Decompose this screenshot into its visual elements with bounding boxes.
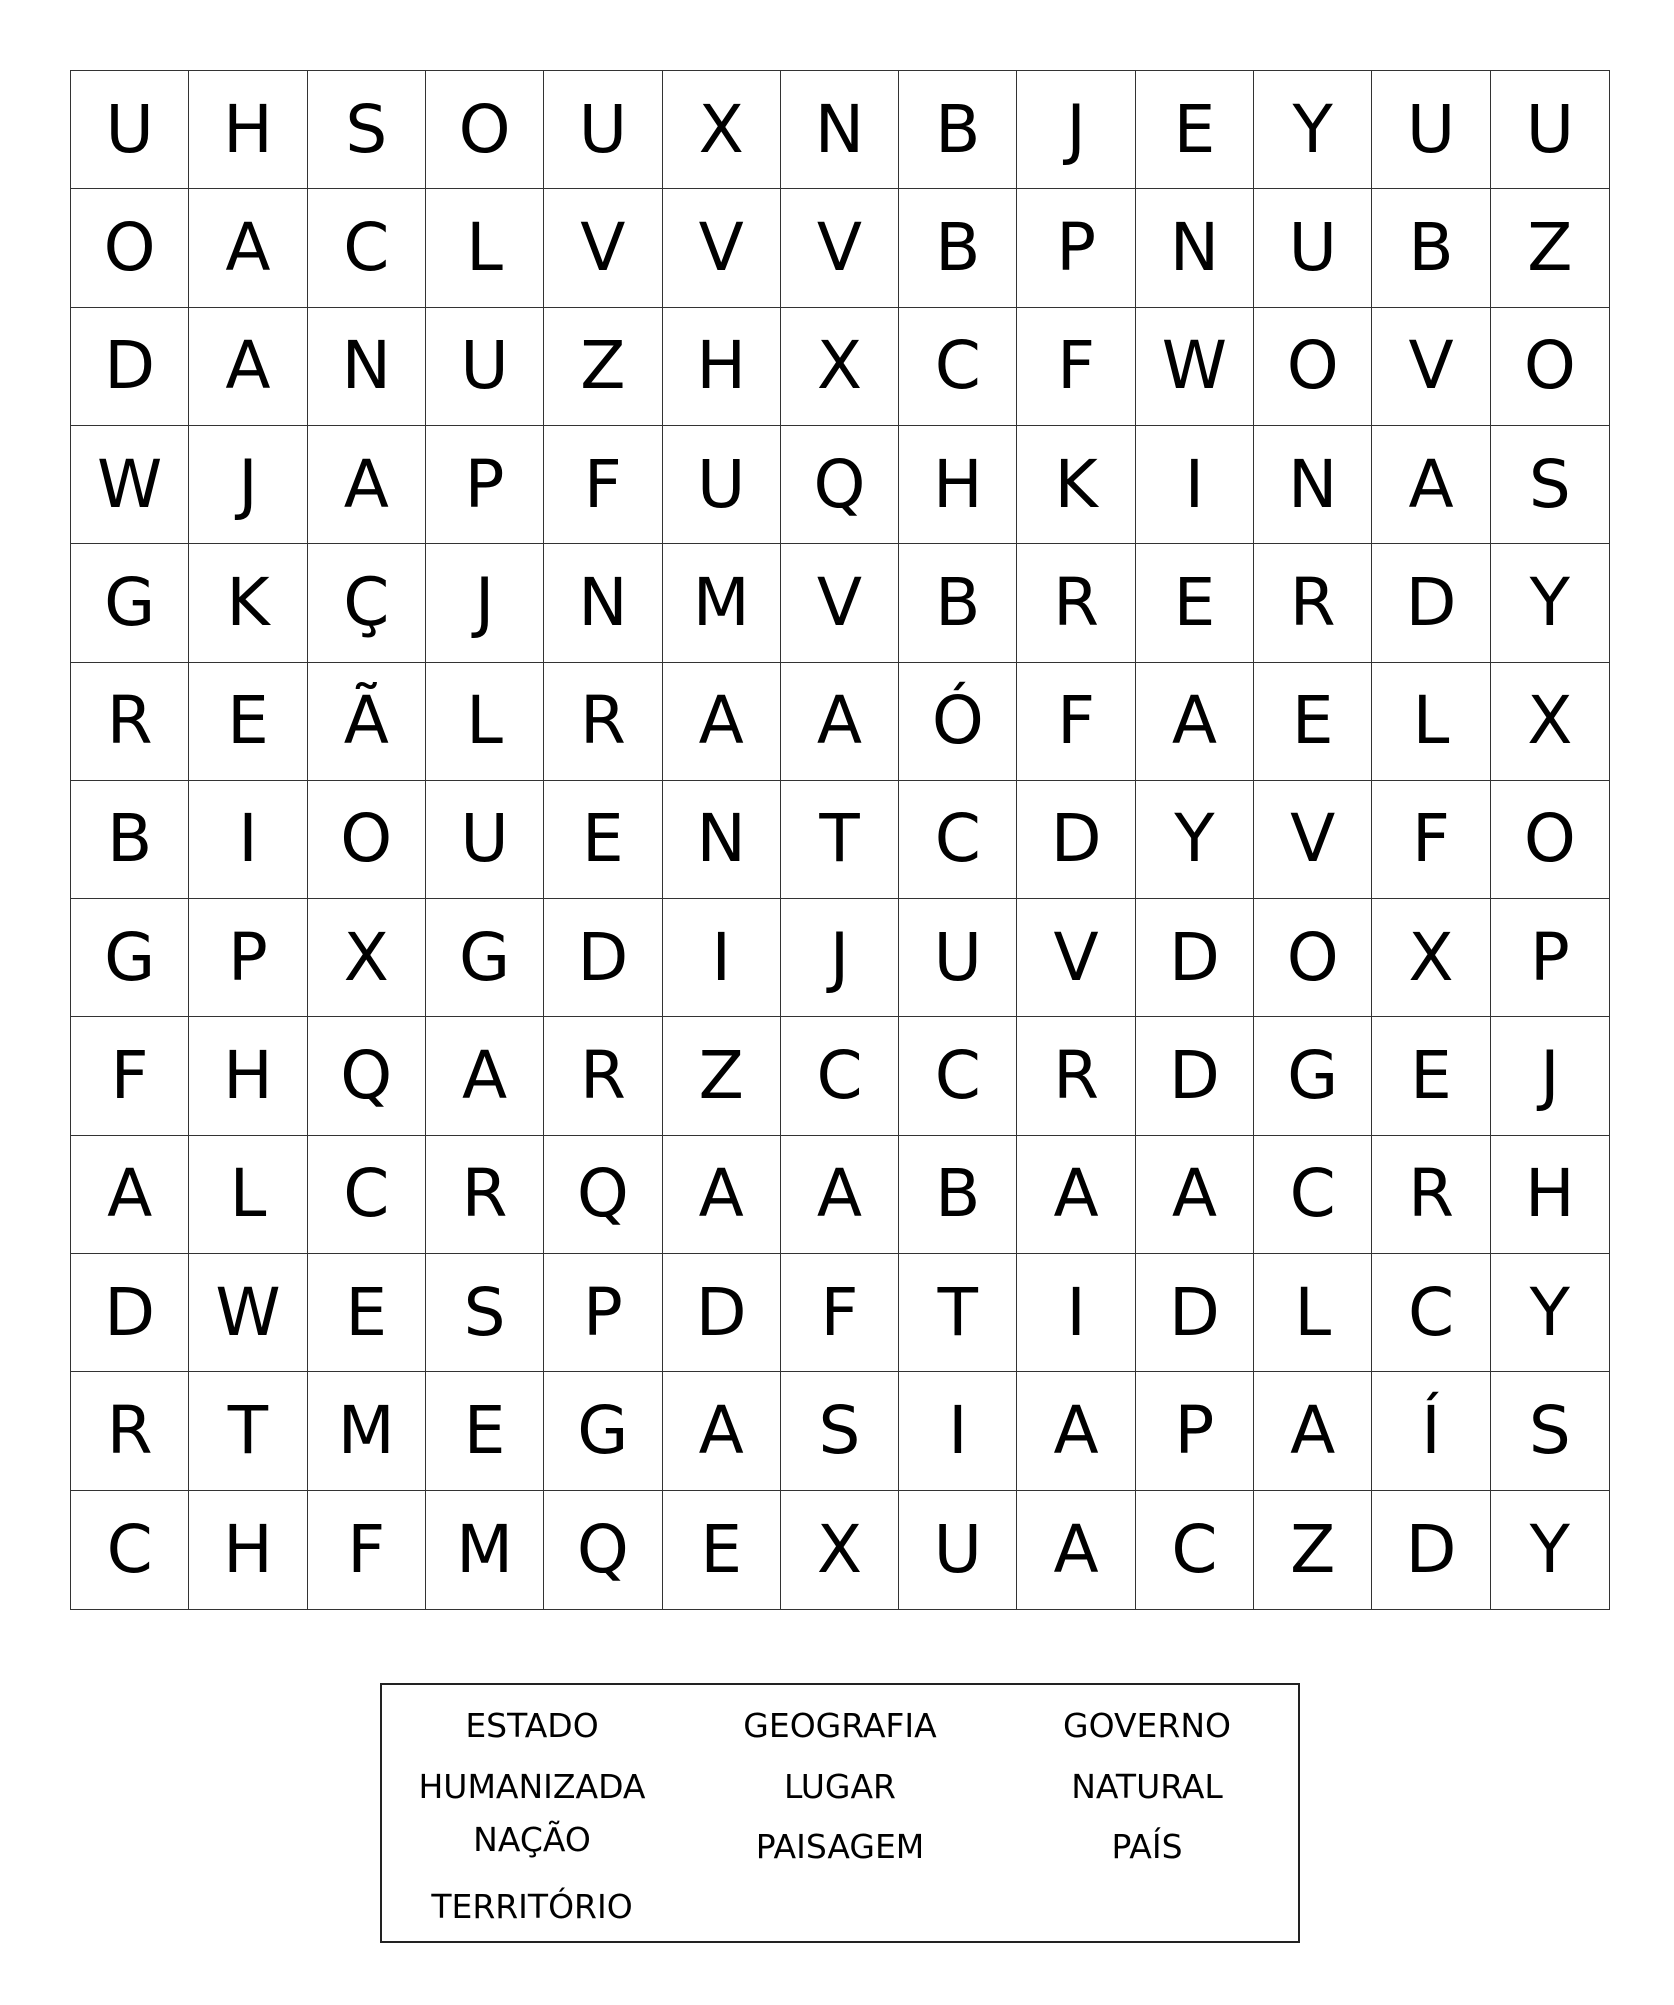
grid-cell[interactable]: B (71, 781, 189, 899)
grid-cell[interactable]: F (1372, 781, 1490, 899)
grid-cell[interactable]: M (308, 1372, 426, 1490)
grid-cell[interactable]: N (308, 308, 426, 426)
grid-cell[interactable]: R (426, 1136, 544, 1254)
grid-cell[interactable]: R (1017, 544, 1135, 662)
grid-cell[interactable]: M (426, 1491, 544, 1609)
grid-cell[interactable]: A (1136, 1136, 1254, 1254)
grid-cell[interactable]: Í (1372, 1372, 1490, 1490)
grid-cell[interactable]: P (1017, 189, 1135, 307)
grid-cell[interactable]: X (1491, 663, 1609, 781)
grid-cell[interactable]: V (781, 544, 899, 662)
grid-cell[interactable]: A (1372, 426, 1490, 544)
grid-cell[interactable]: A (308, 426, 426, 544)
grid-cell[interactable]: B (1372, 189, 1490, 307)
grid-cell[interactable]: E (663, 1491, 781, 1609)
word-bank-item: PAÍS (1111, 1827, 1183, 1866)
grid-cell[interactable]: A (1017, 1491, 1135, 1609)
grid-cell[interactable]: S (1491, 1372, 1609, 1490)
word-bank-item: ESTADO (465, 1706, 599, 1745)
grid-cell[interactable]: W (189, 1254, 307, 1372)
grid-cell[interactable]: E (1136, 71, 1254, 189)
grid-cell[interactable]: F (544, 426, 662, 544)
grid-cell[interactable]: H (899, 426, 1017, 544)
grid-cell[interactable]: O (1254, 899, 1372, 1017)
grid-cell[interactable]: Q (781, 426, 899, 544)
grid-cell[interactable]: X (663, 71, 781, 189)
word-bank-item: LUGAR (784, 1767, 896, 1806)
word-bank-item: NAÇÃO (473, 1820, 591, 1859)
grid-cell[interactable]: Ã (308, 663, 426, 781)
grid-cell[interactable]: Y (1491, 1254, 1609, 1372)
grid-cell[interactable]: A (426, 1017, 544, 1135)
grid-cell[interactable]: O (426, 71, 544, 189)
grid-cell[interactable]: D (1136, 899, 1254, 1017)
grid-cell[interactable]: U (899, 899, 1017, 1017)
grid-cell[interactable]: C (899, 1017, 1017, 1135)
grid-cell[interactable]: A (189, 189, 307, 307)
grid-cell[interactable]: H (1491, 1136, 1609, 1254)
grid-cell[interactable]: S (1491, 426, 1609, 544)
grid-cell[interactable]: R (544, 663, 662, 781)
word-bank-item: HUMANIZADA (418, 1767, 646, 1806)
grid-cell[interactable]: L (189, 1136, 307, 1254)
grid-cell[interactable]: L (1254, 1254, 1372, 1372)
grid-cell[interactable]: B (899, 71, 1017, 189)
grid-cell[interactable]: T (781, 781, 899, 899)
grid-cell[interactable]: R (1254, 544, 1372, 662)
grid-cell[interactable]: D (1372, 1491, 1490, 1609)
grid-cell[interactable]: I (899, 1372, 1017, 1490)
grid-cell[interactable]: Y (1529, 1510, 1570, 1588)
grid-cell[interactable]: V (544, 189, 662, 307)
word-bank-item: GOVERNO (1063, 1706, 1231, 1745)
grid-cell[interactable]: G (426, 899, 544, 1017)
grid-cell[interactable]: E (544, 781, 662, 899)
grid-cell[interactable]: C (308, 1136, 426, 1254)
grid-cell[interactable]: L (1372, 663, 1490, 781)
grid-cell[interactable]: U (663, 426, 781, 544)
grid-cell[interactable]: J (426, 544, 544, 662)
grid-cell[interactable]: D (1017, 781, 1135, 899)
grid-cell[interactable]: U (1372, 71, 1490, 189)
grid-cell[interactable]: Q (544, 1491, 662, 1609)
grid-cell[interactable]: V (781, 189, 899, 307)
grid-cell[interactable]: O (308, 781, 426, 899)
grid-cell[interactable]: X (781, 1491, 899, 1609)
grid-cell[interactable]: E (426, 1372, 544, 1490)
grid-cell[interactable]: R (1017, 1017, 1135, 1135)
word-bank-item: TERRITÓRIO (431, 1887, 633, 1926)
grid-cell[interactable]: A (663, 1372, 781, 1490)
grid-cell[interactable]: U (71, 71, 189, 189)
grid-cell[interactable]: A (1136, 663, 1254, 781)
grid-cell[interactable]: H (189, 71, 307, 189)
grid-cell[interactable]: S (308, 71, 426, 189)
grid-cell[interactable]: F (308, 1491, 426, 1609)
grid-cell[interactable]: D (1372, 544, 1490, 662)
grid-cell[interactable]: J (1491, 1017, 1609, 1135)
grid-cell[interactable]: B (899, 189, 1017, 307)
grid-cell[interactable]: Q (544, 1136, 662, 1254)
grid-cell[interactable]: Z (544, 308, 662, 426)
word-bank (380, 1683, 1300, 1943)
grid-cell[interactable]: V (1372, 308, 1490, 426)
grid-cell[interactable]: C (308, 189, 426, 307)
grid-cell[interactable]: E (308, 1254, 426, 1372)
grid-cell[interactable]: P (426, 426, 544, 544)
grid-cell[interactable]: D (1136, 1254, 1254, 1372)
grid-cell[interactable]: D (71, 1254, 189, 1372)
grid-cell[interactable]: T (899, 1254, 1017, 1372)
grid-cell[interactable]: C (781, 1017, 899, 1135)
grid-cell[interactable]: C (1136, 1491, 1254, 1609)
grid-cell[interactable]: N (1254, 426, 1372, 544)
grid-cell[interactable]: R (1372, 1136, 1490, 1254)
grid-cell[interactable]: Y (1136, 781, 1254, 899)
grid-cell[interactable]: D (544, 899, 662, 1017)
grid-cell[interactable]: F (71, 1017, 189, 1135)
grid-cell[interactable]: U (426, 781, 544, 899)
grid-cell[interactable]: O (1491, 781, 1609, 899)
grid-cell[interactable]: W (1136, 308, 1254, 426)
grid-cell[interactable]: A (1017, 1372, 1135, 1490)
grid-cell[interactable]: C (899, 781, 1017, 899)
grid-cell[interactable]: Z (1254, 1491, 1372, 1609)
grid-cell[interactable]: U (899, 1491, 1017, 1609)
grid-cell[interactable]: S (426, 1254, 544, 1372)
grid-cell[interactable]: H (189, 1491, 307, 1609)
grid-cell[interactable]: V (663, 189, 781, 307)
grid-cell[interactable]: L (426, 189, 544, 307)
grid-cell[interactable]: D (663, 1254, 781, 1372)
grid-cell[interactable]: L (426, 663, 544, 781)
grid-cell[interactable]: H (663, 308, 781, 426)
grid-cell[interactable]: Ç (308, 544, 426, 662)
grid-cell[interactable]: X (781, 308, 899, 426)
grid-cell[interactable]: X (1372, 899, 1490, 1017)
grid-cell[interactable]: K (1017, 426, 1135, 544)
grid-cell[interactable]: N (544, 544, 662, 662)
grid-cell[interactable]: Z (663, 1017, 781, 1135)
grid-cell[interactable]: A (1017, 1136, 1135, 1254)
grid-cell[interactable]: N (663, 781, 781, 899)
grid-cell[interactable]: R (544, 1017, 662, 1135)
grid-cell[interactable]: V (1017, 899, 1135, 1017)
grid-cell[interactable]: E (1254, 663, 1372, 781)
grid-cell[interactable]: A (781, 1136, 899, 1254)
grid-cell[interactable]: Y (1491, 544, 1609, 662)
grid-cell[interactable]: O (1491, 308, 1609, 426)
grid-cell[interactable]: F (781, 1254, 899, 1372)
grid-cell[interactable]: B (899, 544, 1017, 662)
grid-cell[interactable]: A (1254, 1372, 1372, 1490)
word-search-grid (70, 70, 1610, 1610)
grid-cell[interactable]: M (663, 544, 781, 662)
grid-cell[interactable]: P (544, 1254, 662, 1372)
grid-cell[interactable]: Ó (899, 663, 1017, 781)
grid-cell[interactable]: U (544, 71, 662, 189)
grid-cell[interactable]: A (663, 663, 781, 781)
grid-cell[interactable]: A (71, 1136, 189, 1254)
grid-cell[interactable]: B (899, 1136, 1017, 1254)
word-bank-item: PAISAGEM (755, 1827, 925, 1866)
grid-cell[interactable]: J (1017, 71, 1135, 189)
grid-cell[interactable]: N (1136, 189, 1254, 307)
grid-cell[interactable]: R (71, 1372, 189, 1490)
grid-cell[interactable]: F (1017, 663, 1135, 781)
grid-cell[interactable]: G (544, 1372, 662, 1490)
grid-cell[interactable]: G (71, 899, 189, 1017)
grid-cell[interactable]: V (1254, 781, 1372, 899)
grid-cell[interactable]: O (71, 189, 189, 307)
grid-cell[interactable]: P (189, 899, 307, 1017)
grid-cell[interactable]: U (1491, 71, 1609, 189)
grid-cell[interactable]: P (1491, 899, 1609, 1017)
grid-cell[interactable]: G (71, 544, 189, 662)
grid-cell[interactable]: Y (1254, 71, 1372, 189)
grid-cell[interactable]: K (189, 544, 307, 662)
grid-cell[interactable]: S (781, 1372, 899, 1490)
grid-cell[interactable]: A (781, 663, 899, 781)
grid-cell[interactable]: Q (308, 1017, 426, 1135)
grid-cell[interactable]: G (1254, 1017, 1372, 1135)
grid-cell[interactable]: D (71, 308, 189, 426)
grid-cell[interactable]: R (71, 663, 189, 781)
grid-cell[interactable]: E (1136, 544, 1254, 662)
grid-cell[interactable]: I (663, 899, 781, 1017)
grid-cell[interactable]: X (308, 899, 426, 1017)
grid-cell[interactable]: H (189, 1017, 307, 1135)
grid-cell[interactable]: F (1017, 308, 1135, 426)
grid-cell[interactable]: T (189, 1372, 307, 1490)
grid-cell[interactable]: O (1254, 308, 1372, 426)
grid-cell[interactable]: D (1136, 1017, 1254, 1135)
grid-cell[interactable]: U (426, 308, 544, 426)
grid-cell[interactable]: E (1372, 1017, 1490, 1135)
grid-cell[interactable]: C (71, 1491, 189, 1609)
grid-cell[interactable]: C (1254, 1136, 1372, 1254)
grid-cell[interactable]: A (189, 308, 307, 426)
grid-cell[interactable]: W (71, 426, 189, 544)
grid-cell[interactable]: U (1254, 189, 1372, 307)
grid-cell[interactable]: J (189, 426, 307, 544)
grid-cell[interactable]: I (1017, 1254, 1135, 1372)
grid-cell[interactable]: P (1136, 1372, 1254, 1490)
grid-cell[interactable]: J (781, 899, 899, 1017)
grid-cell[interactable]: E (189, 663, 307, 781)
word-bank-item: NATURAL (1071, 1767, 1223, 1806)
grid-cell[interactable]: Z (1491, 189, 1609, 307)
grid-cell[interactable]: C (899, 308, 1017, 426)
grid-cell[interactable]: A (663, 1136, 781, 1254)
grid-cell[interactable]: I (189, 781, 307, 899)
grid-cell[interactable]: N (781, 71, 899, 189)
grid-cell[interactable]: C (1372, 1254, 1490, 1372)
grid-cell[interactable]: I (1136, 426, 1254, 544)
word-bank-item: GEOGRAFIA (743, 1706, 937, 1745)
